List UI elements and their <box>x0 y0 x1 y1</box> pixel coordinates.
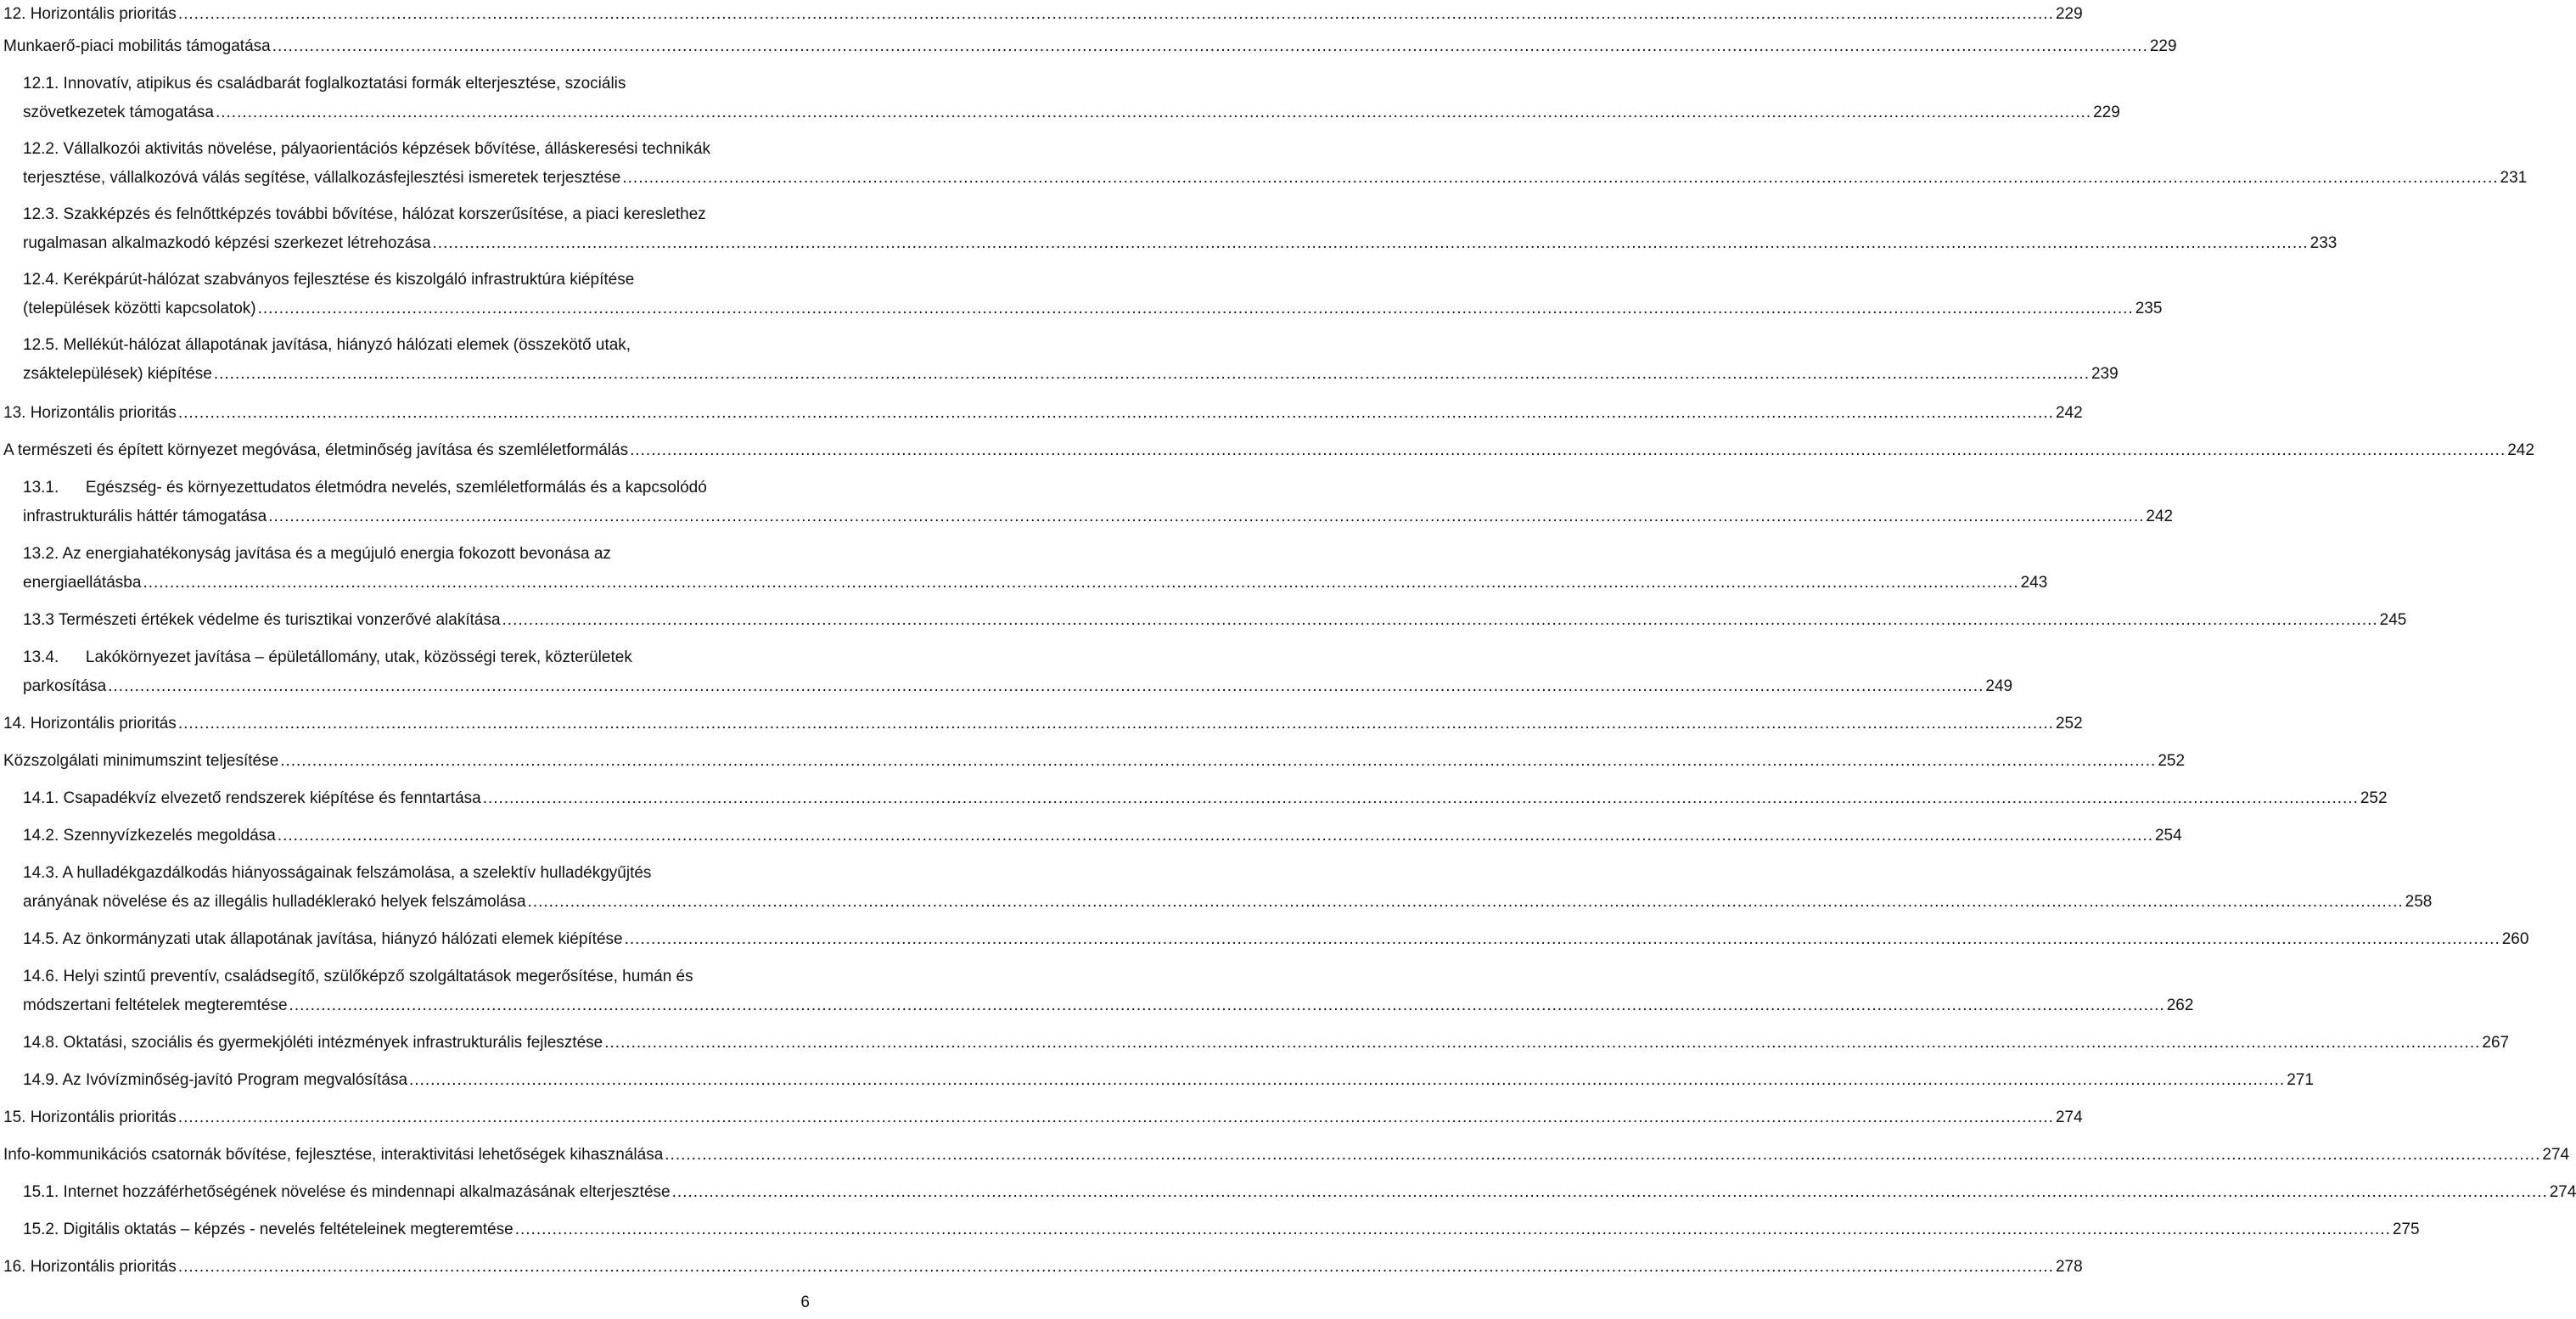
toc-entry[interactable] <box>3 399 2083 428</box>
toc-entry-title: módszertani feltételek megteremtése <box>23 996 288 1014</box>
dot-leader <box>178 1103 2054 1132</box>
toc-entry-last-line <box>3 32 2177 61</box>
toc-entry-last-line <box>23 925 2529 954</box>
toc-entry-page: 252 <box>2360 789 2388 807</box>
toc-entry[interactable] <box>23 606 2407 635</box>
toc-entry[interactable] <box>3 710 2083 738</box>
toc-entry-last-line <box>3 0 2083 29</box>
toc-entry-page: 229 <box>2149 37 2177 55</box>
dot-leader <box>280 747 2156 776</box>
toc-entry-page: 242 <box>2146 508 2174 525</box>
toc-entry-last-line <box>3 436 2534 465</box>
toc-entry-page: 239 <box>2091 365 2119 383</box>
toc-entry-title-line: 14.3. A hulladékgazdálkodás hiányosságainak felszámolása, a szelektív hulladékgyűjtés <box>23 864 652 882</box>
dot-leader <box>622 164 2498 193</box>
dot-leader <box>178 0 2054 29</box>
toc-entry-last-line <box>23 360 2119 389</box>
toc-entry-title: 14.5. Az önkormányzati utak állapotának javítása, hiányzó hálózati elemek kiépítése <box>23 930 623 948</box>
dot-leader <box>483 784 2359 813</box>
toc-entry[interactable] <box>3 0 2083 29</box>
toc-entry-title-line: 13.1. Egészség- és környezettudatos életmódra nevelés, szemléletformálás és a kapcsolódó <box>23 479 707 497</box>
toc-entry-title: (települések közötti kapcsolatok) <box>23 300 256 317</box>
toc-entry-last-line <box>23 991 2194 1020</box>
toc-entry-title: rugalmasan alkalmazkodó képzési szerkezet létrehozása <box>23 234 431 252</box>
dot-leader <box>630 436 2506 465</box>
toc-entry-title: 12. Horizontális prioritás <box>3 5 177 23</box>
dot-leader <box>178 1253 2054 1282</box>
dot-leader <box>178 399 2054 428</box>
toc-entry-title: 13. Horizontális prioritás <box>3 404 177 422</box>
toc-entry-title: infrastrukturális háttér támogatása <box>23 508 267 525</box>
toc-entry[interactable] <box>23 784 2388 813</box>
toc-entry-title-line: 12.3. Szakképzés és felnőttképzés további bővítése, hálózat korszerűsítése, a piaci kereslethez <box>23 205 706 223</box>
toc-entry-last-line <box>23 1029 2510 1058</box>
dot-leader <box>143 569 2018 598</box>
toc-entry[interactable] <box>23 963 2194 1020</box>
toc-entry-title: parkosítása <box>23 677 107 695</box>
toc-entry-title-line: 14.6. Helyi szintű preventív, családsegítő, szülőképző szolgáltatások megerősítése, humán és <box>23 968 693 985</box>
toc-entry[interactable] <box>23 70 2120 127</box>
dot-leader <box>625 925 2500 954</box>
toc-entry-page: 274 <box>2549 1183 2576 1201</box>
toc-entry-title-line: 13.4. Lakókörnyezet javítása – épületállomány, utak, közösségi terek, közterületek <box>23 648 632 666</box>
toc-entry-title: arányának növelése és az illegális hulladéklerakó helyek felszámolása <box>23 893 526 911</box>
toc-entry-title: Info-kommunikációs csatornák bővítése, fejlesztése, interaktivitási lehetőségek kihasználása <box>3 1146 664 1164</box>
dot-leader <box>216 98 2091 127</box>
toc-entry-title: 14.8. Oktatási, szociális és gyermekjóléti intézmények infrastrukturális fejlesztése <box>23 1034 603 1052</box>
toc-entry[interactable] <box>3 1253 2083 1282</box>
toc-entry-last-line <box>23 784 2388 813</box>
toc-entry-page: 262 <box>2166 996 2194 1014</box>
toc-entry[interactable] <box>23 200 2337 258</box>
toc-entry-page: 242 <box>2055 404 2083 422</box>
toc-entry-title: energiaellátásba <box>23 574 142 592</box>
toc-entry[interactable] <box>23 925 2529 954</box>
toc-entry-title-line: 12.2. Vállalkozói aktivitás növelése, pályaorientációs képzések bővítése, álláskeresési technikák <box>23 140 711 158</box>
toc-entry-page: 258 <box>2405 893 2433 911</box>
toc-entry-last-line <box>23 822 2182 850</box>
toc-entry-title-line: 13.2. Az energiahatékonyság javítása és a megújuló energia fokozott bevonása az <box>23 545 611 563</box>
toc-entry-page: 235 <box>2135 300 2163 317</box>
toc-entry-page: 267 <box>2482 1034 2510 1052</box>
toc-entry-page: 252 <box>2158 752 2186 770</box>
toc-entry-last-line <box>3 747 2186 776</box>
toc-entry-page: 254 <box>2154 827 2182 845</box>
toc-entry[interactable] <box>23 474 2174 531</box>
toc-entry[interactable] <box>3 32 2177 61</box>
toc-entry[interactable] <box>23 1029 2510 1058</box>
toc-entry-last-line <box>3 710 2083 738</box>
toc-entry-title: A természeti és épített környezet megóvása, életminőség javítása és szemléletformálás <box>3 441 629 459</box>
toc-entry-last-line <box>23 229 2337 258</box>
toc-entry-page: 271 <box>2287 1071 2314 1089</box>
dot-leader <box>108 672 1984 701</box>
dot-leader <box>433 229 2309 258</box>
toc-entry-title: zsáktelepülések) kiépítése <box>23 365 212 383</box>
toc-entry-last-line <box>23 164 2528 193</box>
toc-entry-page: 278 <box>2055 1258 2083 1276</box>
toc-entry-title: 14.2. Szennyvízkezelés megoldása <box>23 827 276 845</box>
toc-entry-last-line <box>23 1178 2576 1207</box>
toc-entry-last-line <box>3 399 2083 428</box>
toc-entry-page: 245 <box>2379 611 2407 629</box>
toc-entry-title: 15. Horizontális prioritás <box>3 1109 177 1126</box>
toc-entry[interactable] <box>3 1141 2570 1170</box>
page-number: 6 <box>800 1294 810 1311</box>
toc-entry-last-line <box>3 1141 2570 1170</box>
toc-entry-title: szövetkezetek támogatása <box>23 104 214 121</box>
toc-entry[interactable] <box>23 643 2013 701</box>
toc-entry-last-line <box>23 1066 2314 1095</box>
toc-entry-last-line <box>3 1253 2083 1282</box>
dot-leader <box>258 295 2134 323</box>
toc-entry-title-line: 12.4. Kerékpárút-hálózat szabványos fejlesztése és kiszolgáló infrastruktúra kiépítése <box>23 271 635 289</box>
toc-entry-title-line: 12.1. Innovatív, atipikus és családbarát foglalkoztatási formák elterjesztése, szociális <box>23 75 626 93</box>
toc-entry-last-line <box>23 569 2048 598</box>
toc-entry[interactable] <box>3 747 2186 776</box>
toc-entry-last-line <box>23 295 2163 323</box>
toc-entry-page: 231 <box>2500 169 2528 187</box>
toc-entry-title: 14.1. Csapadékvíz elvezető rendszerek kiépítése és fenntartása <box>23 789 481 807</box>
toc-entry-page: 252 <box>2055 715 2083 732</box>
toc-entry-title: 15.2. Digitális oktatás – képzés - nevelés feltételeinek megteremtése <box>23 1221 514 1238</box>
toc-entry-page: 229 <box>2055 5 2083 23</box>
toc-entry-title: Munkaerő-piaci mobilitás támogatása <box>3 37 271 55</box>
dot-leader <box>502 606 2378 635</box>
toc-entry-title: 16. Horizontális prioritás <box>3 1258 177 1276</box>
dot-leader <box>604 1029 2480 1058</box>
toc-entry[interactable] <box>23 1066 2314 1095</box>
toc-entry-page: 249 <box>1985 677 2013 695</box>
toc-entry-page: 242 <box>2507 441 2534 459</box>
toc-entry-page: 233 <box>2309 234 2337 252</box>
dot-leader <box>268 502 2144 531</box>
dot-leader <box>665 1141 2540 1170</box>
toc-entry-page: 275 <box>2392 1221 2420 1238</box>
dot-leader <box>178 710 2054 738</box>
toc-entry-page: 229 <box>2093 104 2120 121</box>
toc-entry[interactable] <box>23 540 2048 598</box>
toc-entry[interactable] <box>23 822 2182 850</box>
toc-entry-page: 243 <box>2020 574 2048 592</box>
dot-leader <box>278 822 2153 850</box>
toc-entry-last-line <box>23 672 2013 701</box>
toc-entry-title-line: 12.5. Mellékút-hálózat állapotának javítása, hiányzó hálózati elemek (összekötő utak, <box>23 336 631 354</box>
toc-entry[interactable] <box>23 1215 2420 1244</box>
toc-entry[interactable] <box>23 135 2528 193</box>
dot-leader <box>528 888 2404 917</box>
dot-leader <box>272 32 2148 61</box>
toc-entry-last-line <box>23 502 2174 531</box>
dot-leader <box>214 360 2090 389</box>
toc-entry-title: 14. Horizontális prioritás <box>3 715 177 732</box>
toc-entry[interactable] <box>3 1103 2083 1132</box>
toc-entry-title: Közszolgálati minimumszint teljesítése <box>3 752 279 770</box>
toc-entry[interactable] <box>23 859 2433 917</box>
toc-entry-last-line <box>23 1215 2420 1244</box>
toc-entry-title: 13.3 Természeti értékek védelme és turisztikai vonzerővé alakítása <box>23 611 501 629</box>
dot-leader <box>515 1215 2391 1244</box>
dot-leader <box>672 1178 2548 1207</box>
toc-entry-title: 14.9. Az Ivóvízminőség-javító Program megvalósítása <box>23 1071 408 1089</box>
toc-entry-title: 15.1. Internet hozzáférhetőségének növelése és mindennapi alkalmazásának elterjesztése <box>23 1183 671 1201</box>
toc-entry-title: terjesztése, vállalkozóvá válás segítése, vállalkozásfejlesztési ismeretek terjesztése <box>23 169 621 187</box>
dot-leader <box>289 991 2165 1020</box>
dot-leader <box>409 1066 2285 1095</box>
toc-entry[interactable] <box>23 331 2119 389</box>
toc-entry-last-line <box>3 1103 2083 1132</box>
toc-entry-page: 274 <box>2542 1146 2570 1164</box>
toc-entry-last-line <box>23 888 2433 917</box>
toc-entry-page: 260 <box>2501 930 2529 948</box>
toc-entry[interactable] <box>3 436 2534 465</box>
toc-entry-last-line <box>23 98 2120 127</box>
toc-entry[interactable] <box>23 266 2163 323</box>
toc-entry-last-line <box>23 606 2407 635</box>
toc-entry[interactable] <box>23 1178 2576 1207</box>
toc-entry-page: 274 <box>2055 1109 2083 1126</box>
